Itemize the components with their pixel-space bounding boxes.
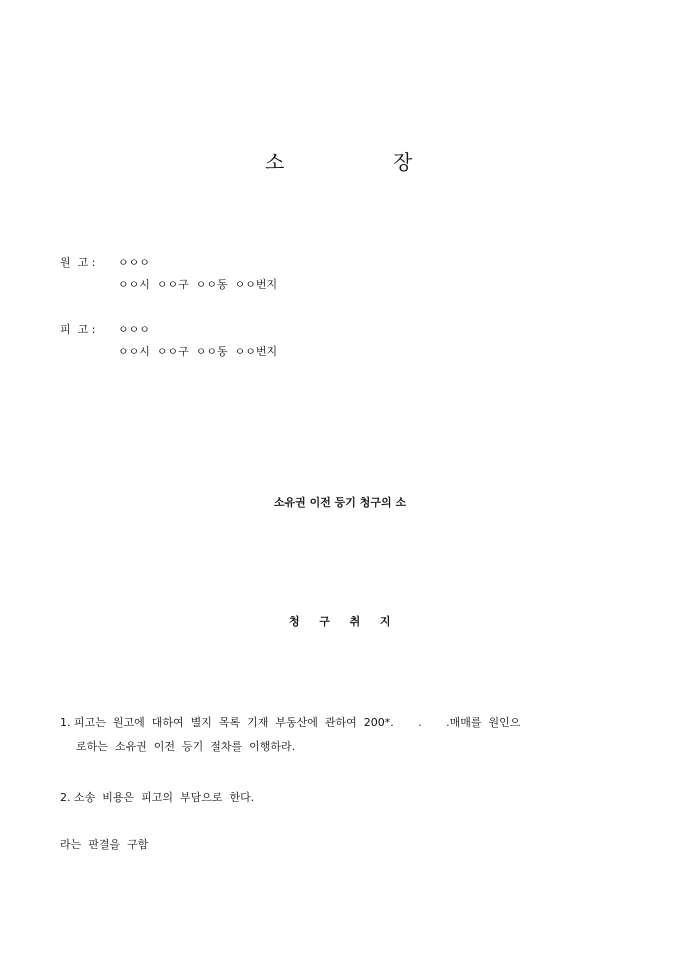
document-title-right: 장 (393, 150, 413, 174)
document-title-left: 소 (265, 150, 285, 174)
claim-item-1-line-2: 로하는 소유권 이전 등기 절차를 이행하라. (76, 740, 296, 753)
defendant-name: ㅇㅇㅇ (118, 323, 150, 336)
plaintiff-label: 원 고 : (60, 256, 96, 269)
plaintiff-name: ㅇㅇㅇ (118, 256, 150, 269)
claim-item-2: 2. 소송 비용은 피고의 부담으로 한다. (60, 791, 255, 804)
claim-heading: 청 구 취 지 (289, 615, 391, 628)
case-name: 소유권 이전 등기 청구의 소 (273, 496, 407, 509)
defendant-address: ㅇㅇ시 ㅇㅇ구 ㅇㅇ동 ㅇㅇ번지 (118, 345, 278, 358)
closing-text: 라는 판결을 구함 (60, 838, 149, 851)
claim-item-1-line-1: 1. 피고는 원고에 대하여 별지 목록 기재 부동산에 관하여 200*. . .매매를 원인으 (60, 716, 521, 729)
plaintiff-address: ㅇㅇ시 ㅇㅇ구 ㅇㅇ동 ㅇㅇ번지 (118, 278, 278, 291)
defendant-label: 피 고 : (60, 323, 96, 336)
